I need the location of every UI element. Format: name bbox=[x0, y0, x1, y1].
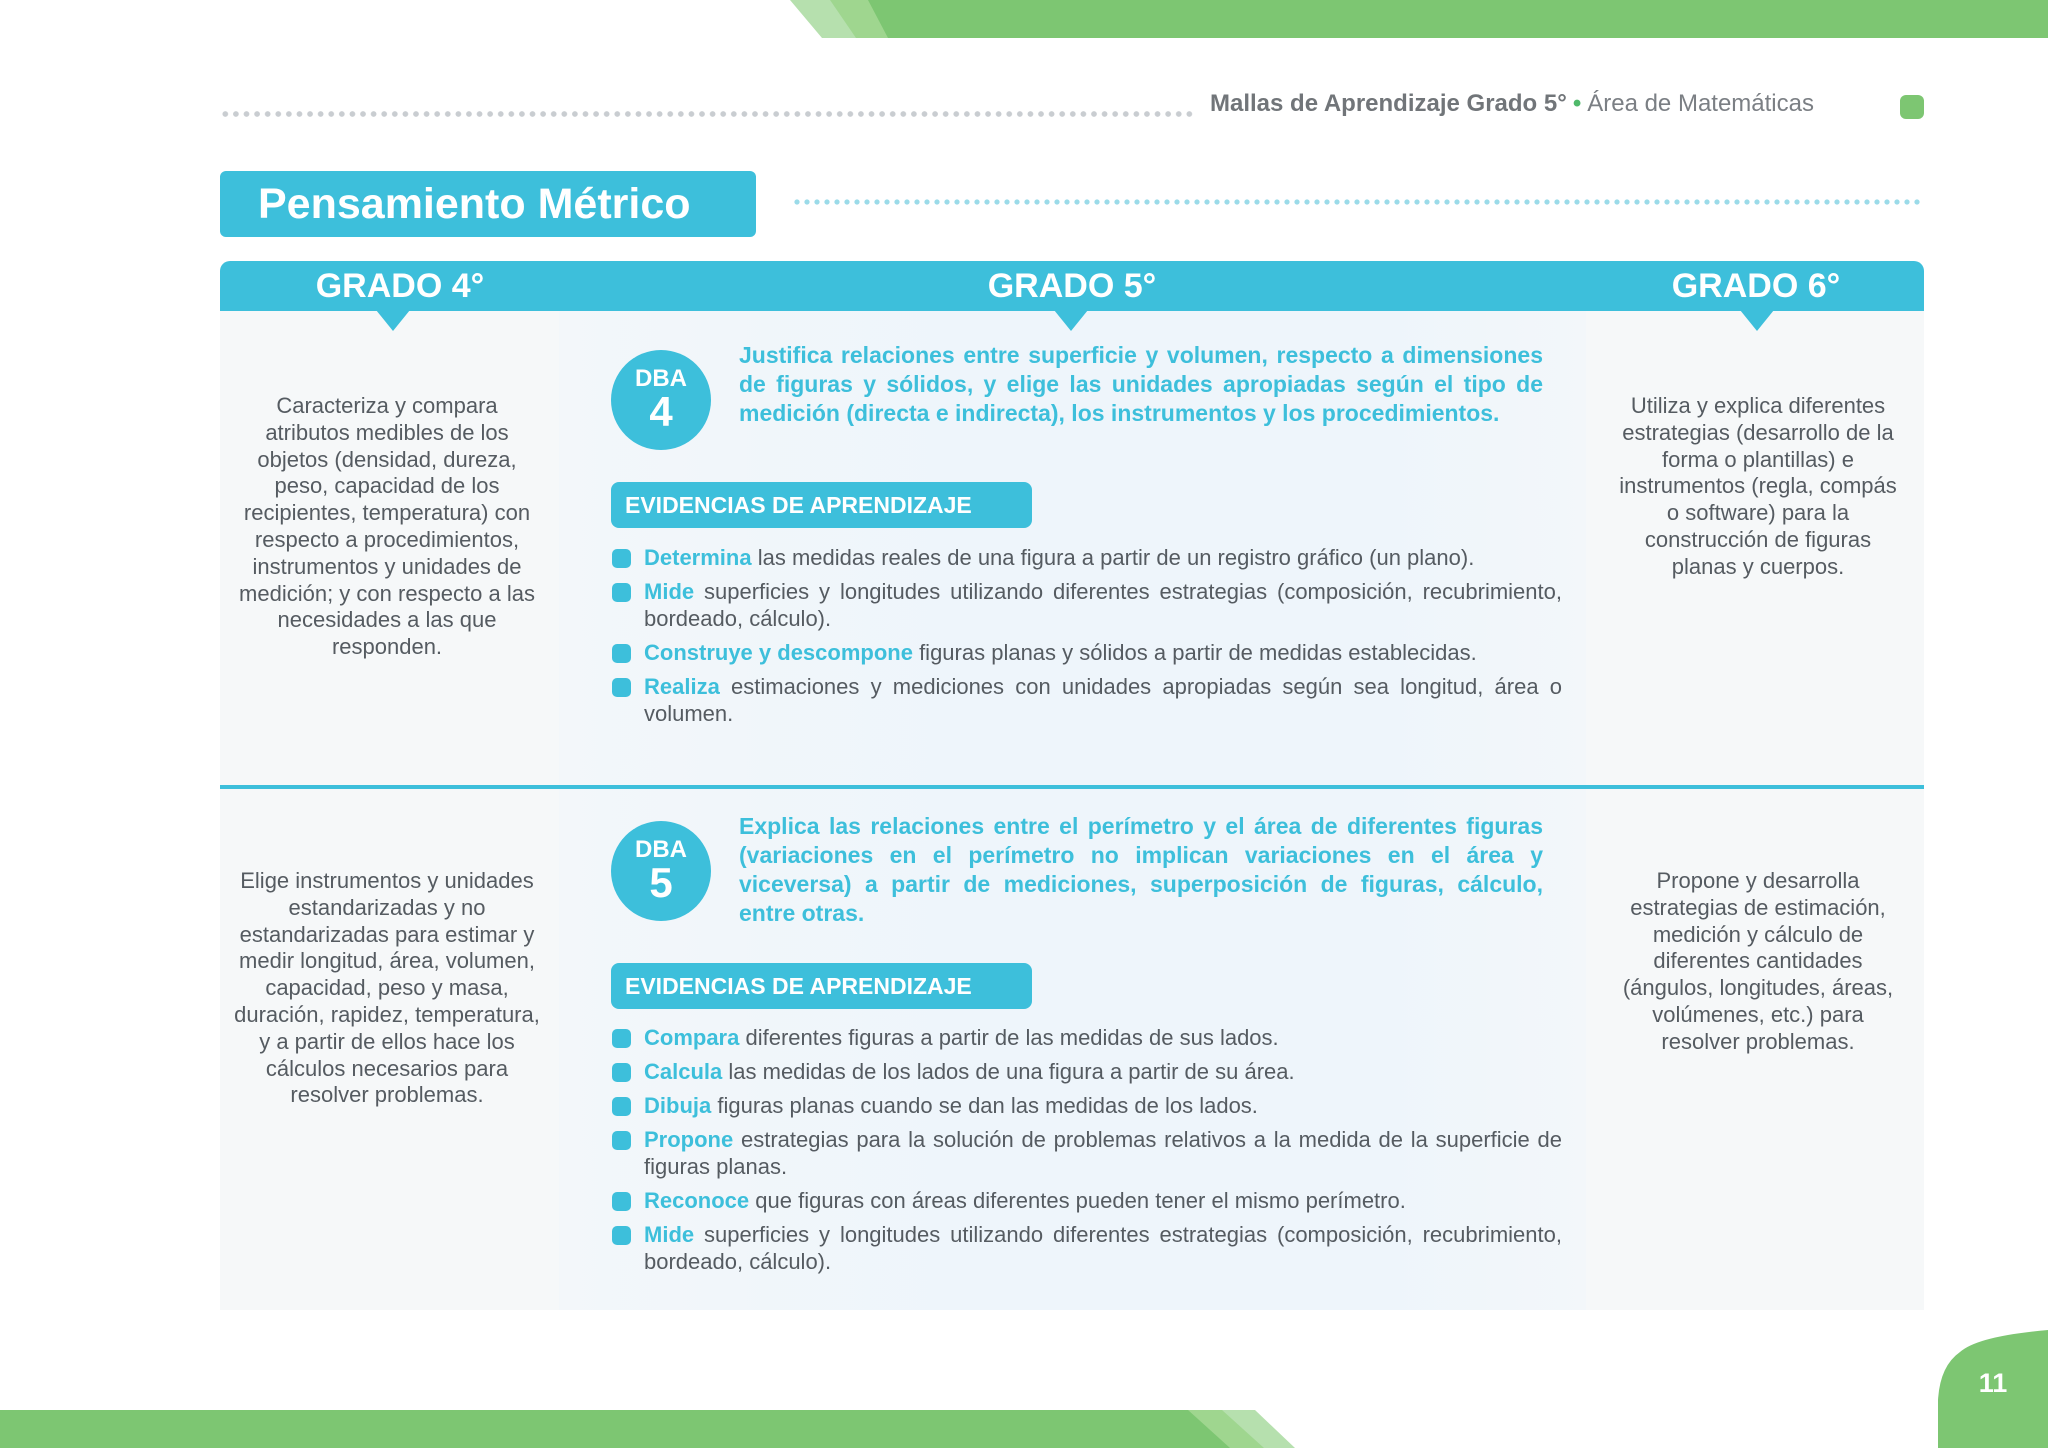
list-item bbox=[611, 544, 1562, 571]
header-area: Área de Matemáticas bbox=[1587, 90, 1814, 117]
row1-dba-label: DBA bbox=[635, 365, 687, 392]
bottom-green-band bbox=[0, 1408, 2048, 1448]
row2-dba-label: DBA bbox=[635, 836, 687, 863]
bullet-square-icon bbox=[612, 583, 631, 602]
list-item bbox=[611, 639, 1562, 666]
page-number: 11 bbox=[1978, 1368, 2008, 1398]
top-green-band bbox=[0, 0, 2048, 40]
evidence-verb: Mide bbox=[644, 579, 695, 604]
list-item bbox=[611, 673, 1562, 727]
grade4-heading: GRADO 4° bbox=[315, 267, 485, 305]
evidence-text: las medidas reales de una figura a partir de un registro gráfico (un plano). bbox=[751, 545, 1475, 570]
bullet-square-icon bbox=[612, 1097, 631, 1116]
list-item bbox=[611, 1221, 1562, 1275]
evidence-text: las medidas de los lados de una figura a partir de su área. bbox=[722, 1059, 1295, 1084]
bullet-square-icon bbox=[612, 678, 631, 697]
evidence-verb: Determina bbox=[644, 545, 752, 570]
bullet-square-icon bbox=[612, 1131, 631, 1150]
list-item bbox=[611, 578, 1562, 632]
list-item bbox=[611, 1024, 1562, 1051]
evidence-verb: Dibuja bbox=[644, 1093, 712, 1118]
evidence-text: estimaciones y mediciones con unidades apropiadas según sea longitud, área o volumen. bbox=[644, 674, 1562, 726]
evidence-text: figuras planas cuando se dan las medidas de los lados. bbox=[711, 1093, 1258, 1118]
bullet-square-icon bbox=[612, 1063, 631, 1082]
row-divider bbox=[220, 785, 1924, 789]
row1-grade4-text: Caracteriza y compara atributos medibles de los objetos (densidad, dureza, peso, capacidad de los recipientes, temperatura) con respecto a procedimientos, instrumentos y unidades de medición; y con respecto a las necesidades a las que responden. bbox=[239, 393, 535, 660]
section-title: Pensamiento Métrico bbox=[220, 171, 756, 237]
row2-dba-statement: Explica las relaciones entre el perímetro y el área de diferentes figuras (variaciones en el perímetro no implican variaciones en el área y viceversa) a partir de mediciones, superposición de figuras, cálculo, entre otras. bbox=[739, 813, 1543, 926]
row1-dba-statement: Justifica relaciones entre superficie y volumen, respecto a dimensiones de figuras y sólidos, y elige las unidades apropiadas según el tipo de medición (directa e indirecta), los instrumentos y los procedimientos. bbox=[739, 342, 1543, 426]
evidence-text: superficies y longitudes utilizando diferentes estrategias (composición, recubrimiento, bordeado, cálculo). bbox=[644, 579, 1562, 631]
row1-evidence-list bbox=[611, 544, 1562, 734]
row2-evidence-list bbox=[611, 1024, 1562, 1282]
evidence-text: superficies y longitudes utilizando diferentes estrategias (composición, recubrimiento, bordeado, cálculo). bbox=[644, 1222, 1562, 1274]
list-item bbox=[611, 1058, 1562, 1085]
evidence-verb: Propone bbox=[644, 1127, 734, 1152]
grade4-pointer bbox=[376, 310, 410, 331]
bullet-square-icon bbox=[612, 549, 631, 568]
header-dotted-rule bbox=[220, 110, 1195, 118]
evidence-verb: Mide bbox=[644, 1222, 695, 1247]
header-series-title: Mallas de Aprendizaje Grado 5° bbox=[1210, 90, 1567, 117]
row1-dba-number: 4 bbox=[649, 388, 673, 435]
evidence-verb: Realiza bbox=[644, 674, 720, 699]
row2-grade6-text: Propone y desarrolla estrategias de estimación, medición y cálculo de diferentes cantidades (ángulos, longitudes, áreas, volúmenes, etc.) para resolver problemas. bbox=[1622, 868, 1894, 1054]
list-item bbox=[611, 1187, 1562, 1214]
grade6-pointer bbox=[1740, 310, 1774, 331]
row2-dba-badge bbox=[611, 821, 711, 921]
running-header bbox=[1210, 90, 1814, 124]
evidence-verb: Compara bbox=[644, 1025, 740, 1050]
row1-grade6-text: Utiliza y explica diferentes estrategias (desarrollo de la forma o plantillas) e instrumentos (regla, compás o software) para la construcción de figuras planas y cuerpos. bbox=[1619, 393, 1897, 579]
row1-evidence-heading: EVIDENCIAS DE APRENDIZAJE bbox=[611, 482, 1032, 528]
row2-evidence-heading: EVIDENCIAS DE APRENDIZAJE bbox=[611, 963, 1032, 1009]
grade5-heading: GRADO 5° bbox=[987, 267, 1157, 305]
evidence-text: figuras planas y sólidos a partir de medidas establecidas. bbox=[912, 640, 1477, 665]
evidence-verb: Calcula bbox=[644, 1059, 723, 1084]
bullet-square-icon bbox=[612, 1192, 631, 1211]
grade5-pointer bbox=[1054, 310, 1088, 331]
title-dotted-rule bbox=[792, 198, 1922, 206]
evidence-verb: Construye y descompone bbox=[644, 640, 913, 665]
bullet-square-icon bbox=[612, 644, 631, 663]
bullet-square-icon bbox=[612, 1226, 631, 1245]
evidence-text: estrategias para la solución de problemas relativos a la medida de la superficie de figuras planas. bbox=[644, 1127, 1562, 1179]
evidence-text: que figuras con áreas diferentes pueden tener el mismo perímetro. bbox=[749, 1188, 1406, 1213]
grade6-heading: GRADO 6° bbox=[1671, 267, 1841, 305]
list-item bbox=[611, 1126, 1562, 1180]
list-item bbox=[611, 1092, 1562, 1119]
row2-grade4-text: Elige instrumentos y unidades estandarizadas y no estandarizadas para estimar y medir longitud, área, volumen, capacidad, peso y masa, duración, rapidez, temperatura, y a partir de ellos hace los cálculos necesarios para resolver problemas. bbox=[234, 868, 540, 1108]
header-separator: • bbox=[1572, 90, 1582, 117]
row2-dba-number: 5 bbox=[649, 859, 673, 906]
row1-dba-badge bbox=[611, 350, 711, 450]
header-square-icon bbox=[1900, 95, 1924, 119]
evidence-text: diferentes figuras a partir de las medidas de sus lados. bbox=[739, 1025, 1279, 1050]
evidence-verb: Reconoce bbox=[644, 1188, 750, 1213]
bullet-square-icon bbox=[612, 1029, 631, 1048]
